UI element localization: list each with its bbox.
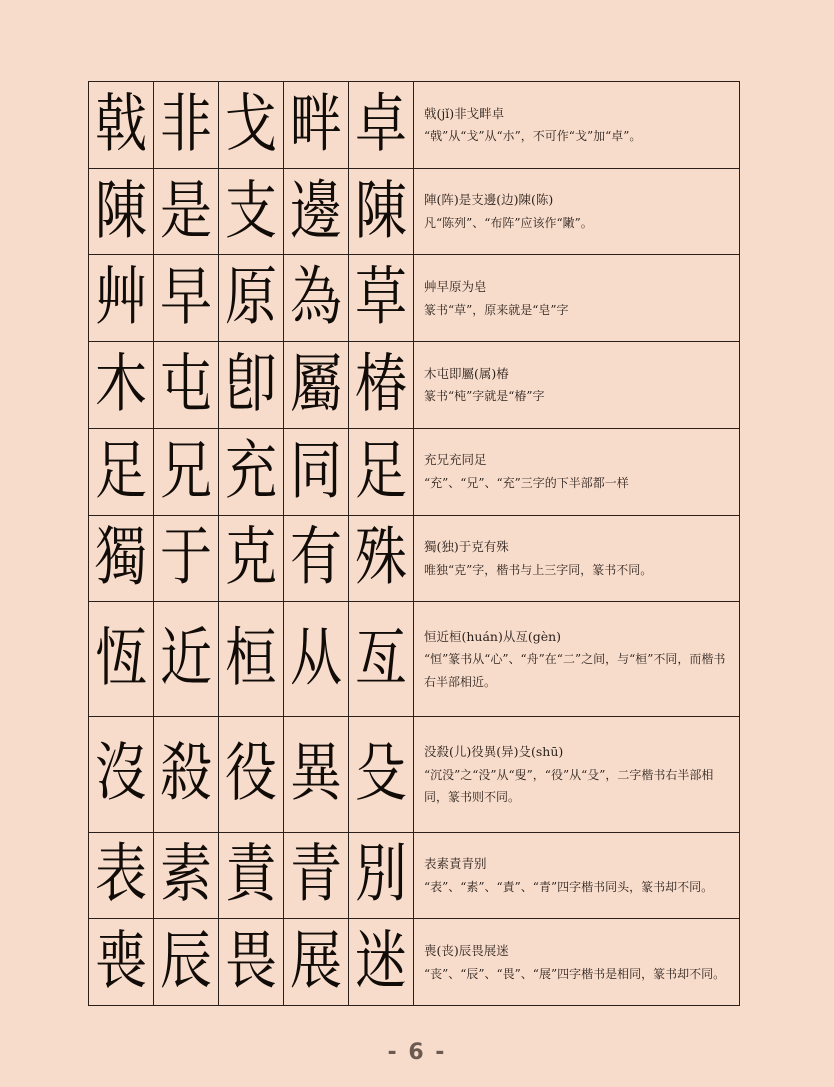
seal-glyph: 殺	[159, 737, 212, 812]
seal-glyph-cell	[89, 919, 154, 1006]
seal-glyph: 戈	[224, 88, 277, 162]
seal-glyph: 于	[159, 521, 212, 596]
seal-glyph-cell	[349, 832, 414, 919]
character-table	[88, 81, 740, 1006]
seal-glyph: 足	[94, 435, 147, 509]
note-text: 篆书“杶”字就是“椿”字	[424, 389, 545, 404]
seal-glyph: 早	[159, 261, 212, 335]
seal-glyph-cell	[284, 255, 349, 342]
seal-glyph: 亙	[354, 622, 407, 696]
note-cell	[414, 717, 740, 832]
seal-glyph: 役	[224, 737, 277, 812]
note-text: “沉没”之“没”从“叟”，“役”从“殳”，二字楷书右半部相同，篆书则不同。	[424, 767, 714, 805]
seal-glyph: 同	[289, 435, 342, 509]
table-row	[89, 428, 740, 515]
seal-glyph-cell	[154, 515, 219, 602]
seal-glyph-cell	[219, 832, 284, 919]
seal-glyph: 青	[289, 838, 342, 912]
seal-glyph: 卓	[354, 88, 407, 162]
note-text: 凡“陈列”、“布阵”应该作“敶”。	[424, 216, 593, 231]
note-title: 喪(丧)辰畏展迷	[424, 942, 509, 958]
seal-glyph-cell	[284, 919, 349, 1006]
page-number: - 6 -	[387, 1040, 447, 1065]
note-title: 表素責青别	[424, 856, 487, 872]
seal-glyph: 屬	[289, 348, 342, 422]
note-title: 艸早原为皂	[424, 279, 487, 295]
note-text: “丧”、“辰”、“畏”、“展”四字楷书是相同，篆书却不同。	[424, 966, 726, 981]
seal-glyph-cell	[349, 919, 414, 1006]
seal-glyph-cell	[284, 82, 349, 169]
seal-glyph-cell	[219, 255, 284, 342]
seal-glyph: 草	[354, 261, 407, 335]
seal-glyph: 椿	[354, 348, 407, 422]
seal-glyph-cell	[154, 602, 219, 717]
seal-glyph: 兄	[159, 435, 212, 509]
seal-glyph: 木	[94, 348, 147, 422]
seal-glyph-cell	[284, 717, 349, 832]
seal-glyph-cell	[154, 82, 219, 169]
seal-glyph: 戟	[94, 88, 147, 162]
seal-glyph-cell	[219, 515, 284, 602]
seal-glyph: 邊	[289, 174, 342, 249]
seal-glyph: 為	[289, 261, 342, 335]
seal-glyph: 展	[289, 925, 342, 999]
seal-glyph: 足	[354, 435, 407, 509]
seal-glyph-cell	[349, 255, 414, 342]
note-text: “充”、“兄”、“充”三字的下半部都一样	[424, 476, 629, 491]
note-title: 戟(jǐ)非戈畔卓	[424, 105, 505, 121]
seal-glyph: 畏	[224, 925, 277, 999]
note-title: 没殺(儿)役異(异)殳(shū)	[424, 743, 564, 759]
seal-glyph-cell	[349, 168, 414, 255]
seal-glyph-cell	[284, 832, 349, 919]
seal-glyph-cell	[284, 602, 349, 717]
note-title: 恒近桓(huán)从亙(gèn)	[424, 628, 562, 644]
seal-glyph: 殳	[354, 737, 407, 812]
table-row	[89, 515, 740, 602]
seal-glyph: 克	[224, 521, 277, 596]
seal-glyph-cell	[349, 428, 414, 515]
seal-glyph: 充	[224, 435, 277, 509]
note-text: 唯独“克”字，楷书与上三字同，篆书不同。	[424, 562, 653, 577]
seal-glyph-cell	[284, 428, 349, 515]
note-title: 木屯即屬(属)椿	[424, 365, 509, 381]
seal-glyph-cell	[89, 168, 154, 255]
seal-glyph-cell	[154, 717, 219, 832]
seal-glyph-cell	[89, 428, 154, 515]
seal-glyph: 畔	[289, 88, 342, 162]
seal-glyph-cell	[89, 82, 154, 169]
seal-glyph-cell	[154, 832, 219, 919]
seal-glyph-cell	[219, 717, 284, 832]
seal-glyph-cell	[284, 168, 349, 255]
note-cell	[414, 255, 740, 342]
seal-glyph-cell	[349, 342, 414, 429]
table-row	[89, 602, 740, 717]
seal-glyph: 非	[159, 88, 212, 162]
seal-glyph: 卽	[224, 348, 277, 422]
seal-glyph: 沒	[94, 737, 147, 812]
seal-glyph-cell	[219, 342, 284, 429]
seal-glyph: 責	[224, 838, 277, 912]
seal-glyph: 表	[94, 838, 147, 912]
note-cell	[414, 602, 740, 717]
seal-glyph-cell	[154, 255, 219, 342]
seal-glyph: 有	[289, 521, 342, 596]
seal-glyph-cell	[219, 428, 284, 515]
seal-glyph-cell	[219, 82, 284, 169]
seal-glyph: 素	[159, 838, 212, 912]
seal-glyph-cell	[154, 342, 219, 429]
seal-glyph-cell	[349, 82, 414, 169]
note-cell	[414, 515, 740, 602]
seal-glyph: 獨	[94, 521, 147, 596]
note-cell	[414, 832, 740, 919]
seal-glyph-cell	[154, 428, 219, 515]
seal-glyph-cell	[284, 342, 349, 429]
seal-glyph: 原	[224, 261, 277, 335]
seal-glyph: 喪	[94, 925, 147, 999]
seal-glyph: 桓	[224, 622, 277, 696]
seal-glyph-cell	[154, 168, 219, 255]
note-text: “表”、“素”、“責”、“青”四字楷书同头，篆书却不同。	[424, 879, 714, 894]
note-title: 陣(阵)是支邊(边)陳(陈)	[424, 192, 554, 208]
seal-glyph: 陳	[94, 174, 147, 249]
seal-glyph: 辰	[159, 925, 212, 999]
seal-glyph-cell	[219, 919, 284, 1006]
seal-glyph: 殊	[354, 521, 407, 596]
seal-glyph-cell	[349, 602, 414, 717]
table-body	[89, 82, 740, 1006]
seal-glyph-cell	[89, 515, 154, 602]
seal-glyph-cell	[154, 919, 219, 1006]
seal-glyph-cell	[89, 255, 154, 342]
seal-glyph: 屯	[159, 348, 212, 422]
seal-glyph: 支	[224, 174, 277, 249]
seal-glyph-cell	[284, 515, 349, 602]
seal-glyph: 異	[289, 737, 342, 812]
note-cell	[414, 428, 740, 515]
seal-glyph: 恆	[94, 622, 147, 696]
seal-glyph-cell	[89, 602, 154, 717]
seal-glyph: 艸	[94, 261, 147, 335]
seal-glyph-cell	[89, 832, 154, 919]
seal-glyph-cell	[349, 717, 414, 832]
seal-glyph-cell	[89, 717, 154, 832]
table-row	[89, 82, 740, 169]
table-row	[89, 717, 740, 832]
seal-glyph-cell	[349, 515, 414, 602]
note-cell	[414, 342, 740, 429]
seal-glyph: 迷	[354, 925, 407, 999]
seal-glyph-cell	[219, 602, 284, 717]
table-row	[89, 832, 740, 919]
note-title: 充兄充同足	[424, 452, 487, 468]
note-text: 篆书“草”，原来就是“皂”字	[424, 302, 569, 317]
table-row	[89, 919, 740, 1006]
seal-glyph: 別	[354, 838, 407, 912]
seal-glyph: 近	[159, 622, 212, 696]
note-cell	[414, 168, 740, 255]
note-title: 獨(独)于克有殊	[424, 539, 509, 555]
note-text: “戟”从“戈”从“朩”，不可作“戈”加“卓”。	[424, 129, 642, 144]
seal-glyph: 是	[159, 174, 212, 249]
seal-glyph: 陳	[354, 174, 407, 249]
note-cell	[414, 82, 740, 169]
table-row	[89, 255, 740, 342]
seal-glyph-cell	[89, 342, 154, 429]
seal-glyph: 从	[289, 622, 342, 696]
note-text: “恒”篆书从“心”、“舟”在“二”之间，与“桓”不同，而楷书右半部相近。	[424, 652, 726, 690]
table-row	[89, 342, 740, 429]
table-row	[89, 168, 740, 255]
note-cell	[414, 919, 740, 1006]
seal-glyph-cell	[219, 168, 284, 255]
